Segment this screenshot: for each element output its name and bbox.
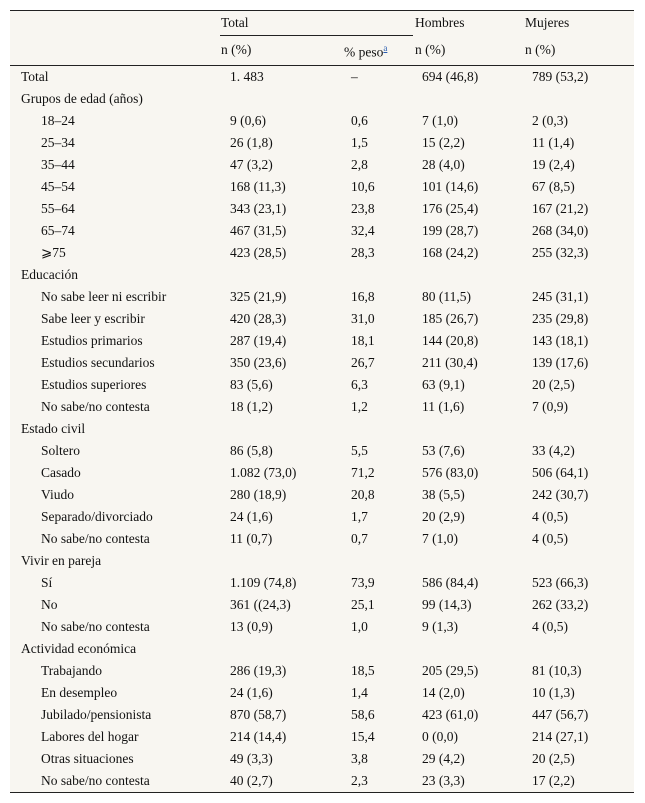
cell-total: 26 (1,8) bbox=[230, 134, 273, 150]
cell-peso bbox=[342, 264, 413, 286]
pct-peso-label: % peso bbox=[344, 44, 384, 60]
cell-mujeres: 4 (0,5) bbox=[532, 508, 568, 524]
table-row bbox=[10, 176, 634, 198]
cell-hombres: 14 (2,0) bbox=[422, 684, 465, 700]
cell-total: 343 (23,1) bbox=[230, 200, 287, 216]
cell-hombres: 7 (1,0) bbox=[422, 112, 458, 128]
row-label: 35–44 bbox=[41, 156, 75, 172]
cell-mujeres: 245 (31,1) bbox=[532, 288, 589, 304]
cell-mujeres: 17 (2,2) bbox=[523, 770, 634, 793]
table-header bbox=[10, 11, 634, 66]
row-label: ⩾75 bbox=[41, 244, 66, 260]
cell-mujeres: 19 (2,4) bbox=[532, 156, 575, 172]
cell-total: 361 ((24,3) bbox=[230, 596, 291, 612]
cell-hombres: 20 (2,9) bbox=[422, 508, 465, 524]
cell-hombres: 28 (4,0) bbox=[422, 156, 465, 172]
table-row bbox=[10, 352, 634, 374]
cell-total: 40 (2,7) bbox=[220, 770, 342, 793]
cell-hombres bbox=[413, 88, 523, 110]
table-row bbox=[10, 660, 634, 682]
header-mujeres: Mujeres bbox=[523, 11, 634, 36]
cell-hombres: 144 (20,8) bbox=[422, 332, 479, 348]
table-row bbox=[10, 484, 634, 506]
group-header-row bbox=[10, 638, 634, 660]
cell-peso bbox=[342, 418, 413, 440]
cell-peso: 1,2 bbox=[351, 398, 368, 414]
cell-total bbox=[220, 88, 342, 110]
cell-peso: 0,7 bbox=[351, 530, 368, 546]
cell-hombres: 205 (29,5) bbox=[422, 662, 479, 678]
cell-mujeres bbox=[523, 264, 634, 286]
cell-hombres: 423 (61,0) bbox=[422, 706, 479, 722]
cell-mujeres: 67 (8,5) bbox=[532, 178, 575, 194]
cell-mujeres bbox=[523, 638, 634, 660]
row-label: Actividad económica bbox=[21, 640, 137, 656]
cell-hombres: 576 (83,0) bbox=[422, 464, 479, 480]
cell-total: 86 (5,8) bbox=[230, 442, 273, 458]
group-header-row bbox=[10, 418, 634, 440]
cell-mujeres bbox=[523, 550, 634, 572]
cell-peso: 31,0 bbox=[351, 310, 375, 326]
cell-peso: 0,6 bbox=[351, 112, 368, 128]
header-hombres: Hombres bbox=[413, 11, 523, 36]
table-row bbox=[10, 286, 634, 308]
cell-mujeres: 33 (4,2) bbox=[532, 442, 575, 458]
row-label: En desempleo bbox=[41, 684, 118, 700]
cell-peso: 73,9 bbox=[351, 574, 375, 590]
cell-hombres: 694 (46,8) bbox=[422, 68, 479, 84]
table-row bbox=[10, 374, 634, 396]
row-label: Estudios superiores bbox=[41, 376, 147, 392]
header-blank-2 bbox=[10, 36, 220, 66]
cell-total: 24 (1,6) bbox=[230, 684, 273, 700]
cell-mujeres: 255 (32,3) bbox=[532, 244, 589, 260]
cell-peso: 10,6 bbox=[351, 178, 375, 194]
cell-peso: 1,0 bbox=[351, 618, 368, 634]
cell-peso: 25,1 bbox=[351, 596, 375, 612]
cell-total: 83 (5,6) bbox=[230, 376, 273, 392]
cell-peso: 18,1 bbox=[351, 332, 375, 348]
cell-peso: 23,8 bbox=[351, 200, 375, 216]
cell-peso: 71,2 bbox=[351, 464, 375, 480]
table-row bbox=[10, 330, 634, 352]
row-label: Estado civil bbox=[21, 420, 86, 436]
cell-mujeres: 235 (29,8) bbox=[532, 310, 589, 326]
cell-hombres: 53 (7,6) bbox=[422, 442, 465, 458]
cell-total: 423 (28,5) bbox=[230, 244, 287, 260]
cell-total: 286 (19,3) bbox=[230, 662, 287, 678]
cell-peso: 28,3 bbox=[351, 244, 375, 260]
demographics-table bbox=[10, 10, 634, 793]
row-label: 25–34 bbox=[41, 134, 75, 150]
cell-mujeres: 242 (30,7) bbox=[532, 486, 589, 502]
cell-total: 214 (14,4) bbox=[230, 728, 287, 744]
table-body bbox=[10, 65, 634, 792]
cell-hombres: 29 (4,2) bbox=[422, 750, 465, 766]
cell-mujeres: 7 (0,9) bbox=[532, 398, 568, 414]
table-row bbox=[10, 682, 634, 704]
table-row bbox=[10, 154, 634, 176]
cell-total bbox=[220, 550, 342, 572]
cell-mujeres: 20 (2,5) bbox=[532, 750, 575, 766]
row-label: 55–64 bbox=[41, 200, 75, 216]
cell-mujeres: 167 (21,2) bbox=[532, 200, 589, 216]
table-row bbox=[10, 440, 634, 462]
header-hombres-n-pct: n (%) bbox=[413, 36, 523, 66]
cell-mujeres: 139 (17,6) bbox=[532, 354, 589, 370]
table-row bbox=[10, 506, 634, 528]
table-row bbox=[10, 198, 634, 220]
row-label: Total bbox=[21, 68, 49, 84]
cell-mujeres: 268 (34,0) bbox=[532, 222, 589, 238]
group-header-row bbox=[10, 88, 634, 110]
cell-total: 1.082 (73,0) bbox=[230, 464, 297, 480]
row-label: 18–24 bbox=[41, 112, 75, 128]
row-label: No sabe leer ni escribir bbox=[41, 288, 167, 304]
cell-peso: 2,8 bbox=[351, 156, 368, 172]
cell-hombres: 0 (0,0) bbox=[422, 728, 458, 744]
cell-hombres: 80 (11,5) bbox=[422, 288, 471, 304]
cell-hombres: 168 (24,2) bbox=[422, 244, 479, 260]
cell-mujeres: 81 (10,3) bbox=[532, 662, 582, 678]
cell-hombres: 63 (9,1) bbox=[422, 376, 465, 392]
cell-mujeres: 143 (18,1) bbox=[532, 332, 589, 348]
cell-hombres: 199 (28,7) bbox=[422, 222, 479, 238]
table-row bbox=[10, 726, 634, 748]
header-mujeres-n-pct: n (%) bbox=[523, 36, 634, 66]
row-label: No bbox=[41, 596, 58, 612]
cell-mujeres: 523 (66,3) bbox=[532, 574, 589, 590]
cell-peso bbox=[342, 88, 413, 110]
cell-peso: 18,5 bbox=[351, 662, 375, 678]
cell-peso: 3,8 bbox=[351, 750, 368, 766]
cell-total: 9 (0,6) bbox=[230, 112, 266, 128]
cell-hombres: 101 (14,6) bbox=[422, 178, 479, 194]
cell-peso: 58,6 bbox=[351, 706, 375, 722]
cell-hombres bbox=[413, 550, 523, 572]
cell-hombres: 9 (1,3) bbox=[422, 618, 458, 634]
cell-hombres: 15 (2,2) bbox=[422, 134, 465, 150]
row-label: Sabe leer y escribir bbox=[41, 310, 145, 326]
cell-mujeres: 10 (1,3) bbox=[532, 684, 575, 700]
row-label: 65–74 bbox=[41, 222, 75, 238]
table-row bbox=[10, 110, 634, 132]
cell-peso: – bbox=[351, 68, 358, 84]
table-row bbox=[10, 528, 634, 550]
table-row bbox=[10, 220, 634, 242]
cell-peso: 5,5 bbox=[351, 442, 368, 458]
row-label: Separado/divorciado bbox=[41, 508, 153, 524]
group-header-row bbox=[10, 550, 634, 572]
table-row bbox=[10, 616, 634, 638]
cell-hombres: 99 (14,3) bbox=[422, 596, 472, 612]
row-label: Labores del hogar bbox=[41, 728, 139, 744]
table-row bbox=[10, 572, 634, 594]
table-row bbox=[10, 132, 634, 154]
cell-total: 870 (58,7) bbox=[230, 706, 287, 722]
cell-hombres: 38 (5,5) bbox=[422, 486, 465, 502]
row-label: Soltero bbox=[41, 442, 80, 458]
table-row bbox=[10, 770, 634, 793]
cell-total: 47 (3,2) bbox=[230, 156, 273, 172]
row-label: Grupos de edad (años) bbox=[21, 90, 143, 106]
table-row bbox=[10, 308, 634, 330]
table-row bbox=[10, 242, 634, 264]
row-label: Casado bbox=[41, 464, 81, 480]
cell-mujeres: 20 (2,5) bbox=[532, 376, 575, 392]
header-total-n-pct: n (%) bbox=[220, 36, 342, 66]
cell-total: 1. 483 bbox=[230, 68, 264, 84]
cell-total: 1.109 (74,8) bbox=[230, 574, 297, 590]
cell-total: 420 (28,3) bbox=[230, 310, 287, 326]
table-row bbox=[10, 462, 634, 484]
cell-total bbox=[220, 638, 342, 660]
cell-mujeres: 4 (0,5) bbox=[532, 618, 568, 634]
row-label: Estudios primarios bbox=[41, 332, 143, 348]
cell-total: 168 (11,3) bbox=[230, 178, 286, 194]
row-label: Otras situaciones bbox=[41, 750, 134, 766]
cell-total: 11 (0,7) bbox=[230, 530, 273, 546]
cell-hombres: 211 (30,4) bbox=[422, 354, 478, 370]
table-row bbox=[10, 748, 634, 770]
row-label: 45–54 bbox=[41, 178, 75, 194]
cell-mujeres: 11 (1,4) bbox=[532, 134, 575, 150]
table-row bbox=[10, 594, 634, 616]
cell-peso: 2,3 bbox=[342, 770, 413, 793]
row-label: No sabe/no contesta bbox=[41, 530, 150, 546]
cell-total: 350 (23,6) bbox=[230, 354, 287, 370]
cell-total bbox=[220, 418, 342, 440]
cell-total bbox=[220, 264, 342, 286]
row-label: Vivir en pareja bbox=[21, 552, 102, 568]
cell-mujeres: 447 (56,7) bbox=[532, 706, 589, 722]
cell-mujeres: 2 (0,3) bbox=[532, 112, 568, 128]
cell-peso: 26,7 bbox=[351, 354, 375, 370]
row-label: Viudo bbox=[41, 486, 74, 502]
cell-mujeres bbox=[523, 418, 634, 440]
row-label: Estudios secundarios bbox=[41, 354, 155, 370]
cell-hombres bbox=[413, 638, 523, 660]
cell-total: 24 (1,6) bbox=[230, 508, 273, 524]
cell-peso: 15,4 bbox=[351, 728, 375, 744]
cell-mujeres: 4 (0,5) bbox=[532, 530, 568, 546]
cell-mujeres: 262 (33,2) bbox=[532, 596, 589, 612]
cell-total: 49 (3,3) bbox=[230, 750, 273, 766]
cell-mujeres: 506 (64,1) bbox=[532, 464, 589, 480]
cell-peso: 1,4 bbox=[351, 684, 368, 700]
row-label: Jubilado/pensionista bbox=[41, 706, 152, 722]
cell-total: 325 (21,9) bbox=[230, 288, 287, 304]
cell-total: 18 (1,2) bbox=[230, 398, 273, 414]
cell-total: 13 (0,9) bbox=[230, 618, 273, 634]
cell-peso: 16,8 bbox=[351, 288, 375, 304]
cell-hombres: 185 (26,7) bbox=[422, 310, 479, 326]
table-row bbox=[10, 704, 634, 726]
row-label: No sabe/no contesta bbox=[41, 618, 150, 634]
cell-hombres: 11 (1,6) bbox=[422, 398, 465, 414]
cell-hombres: 7 (1,0) bbox=[422, 530, 458, 546]
group-header-row bbox=[10, 264, 634, 286]
cell-mujeres bbox=[523, 88, 634, 110]
cell-total: 287 (19,4) bbox=[230, 332, 287, 348]
cell-hombres: 23 (3,3) bbox=[413, 770, 523, 793]
cell-hombres: 586 (84,4) bbox=[422, 574, 479, 590]
header-blank bbox=[10, 11, 220, 36]
cell-mujeres: 214 (27,1) bbox=[532, 728, 589, 744]
table-row bbox=[10, 65, 634, 88]
cell-mujeres: 789 (53,2) bbox=[532, 68, 589, 84]
row-label: Educación bbox=[21, 266, 78, 282]
table-row bbox=[10, 396, 634, 418]
cell-peso bbox=[342, 638, 413, 660]
cell-peso: 1,7 bbox=[351, 508, 368, 524]
cell-total: 467 (31,5) bbox=[230, 222, 287, 238]
cell-peso: 1,5 bbox=[351, 134, 368, 150]
cell-hombres bbox=[413, 264, 523, 286]
cell-hombres: 176 (25,4) bbox=[422, 200, 479, 216]
header-pct-peso bbox=[342, 36, 413, 66]
header-total: Total bbox=[220, 11, 413, 36]
row-label: No sabe/no contesta bbox=[10, 770, 220, 793]
row-label: Trabajando bbox=[41, 662, 102, 678]
cell-peso: 20,8 bbox=[351, 486, 375, 502]
row-label: No sabe/no contesta bbox=[41, 398, 150, 414]
table-container bbox=[10, 10, 634, 792]
cell-peso bbox=[342, 550, 413, 572]
footnote-a-link[interactable]: a bbox=[383, 43, 388, 53]
cell-peso: 32,4 bbox=[351, 222, 375, 238]
row-label: Sí bbox=[41, 574, 53, 590]
cell-hombres bbox=[413, 418, 523, 440]
cell-peso: 6,3 bbox=[351, 376, 368, 392]
cell-total: 280 (18,9) bbox=[230, 486, 287, 502]
